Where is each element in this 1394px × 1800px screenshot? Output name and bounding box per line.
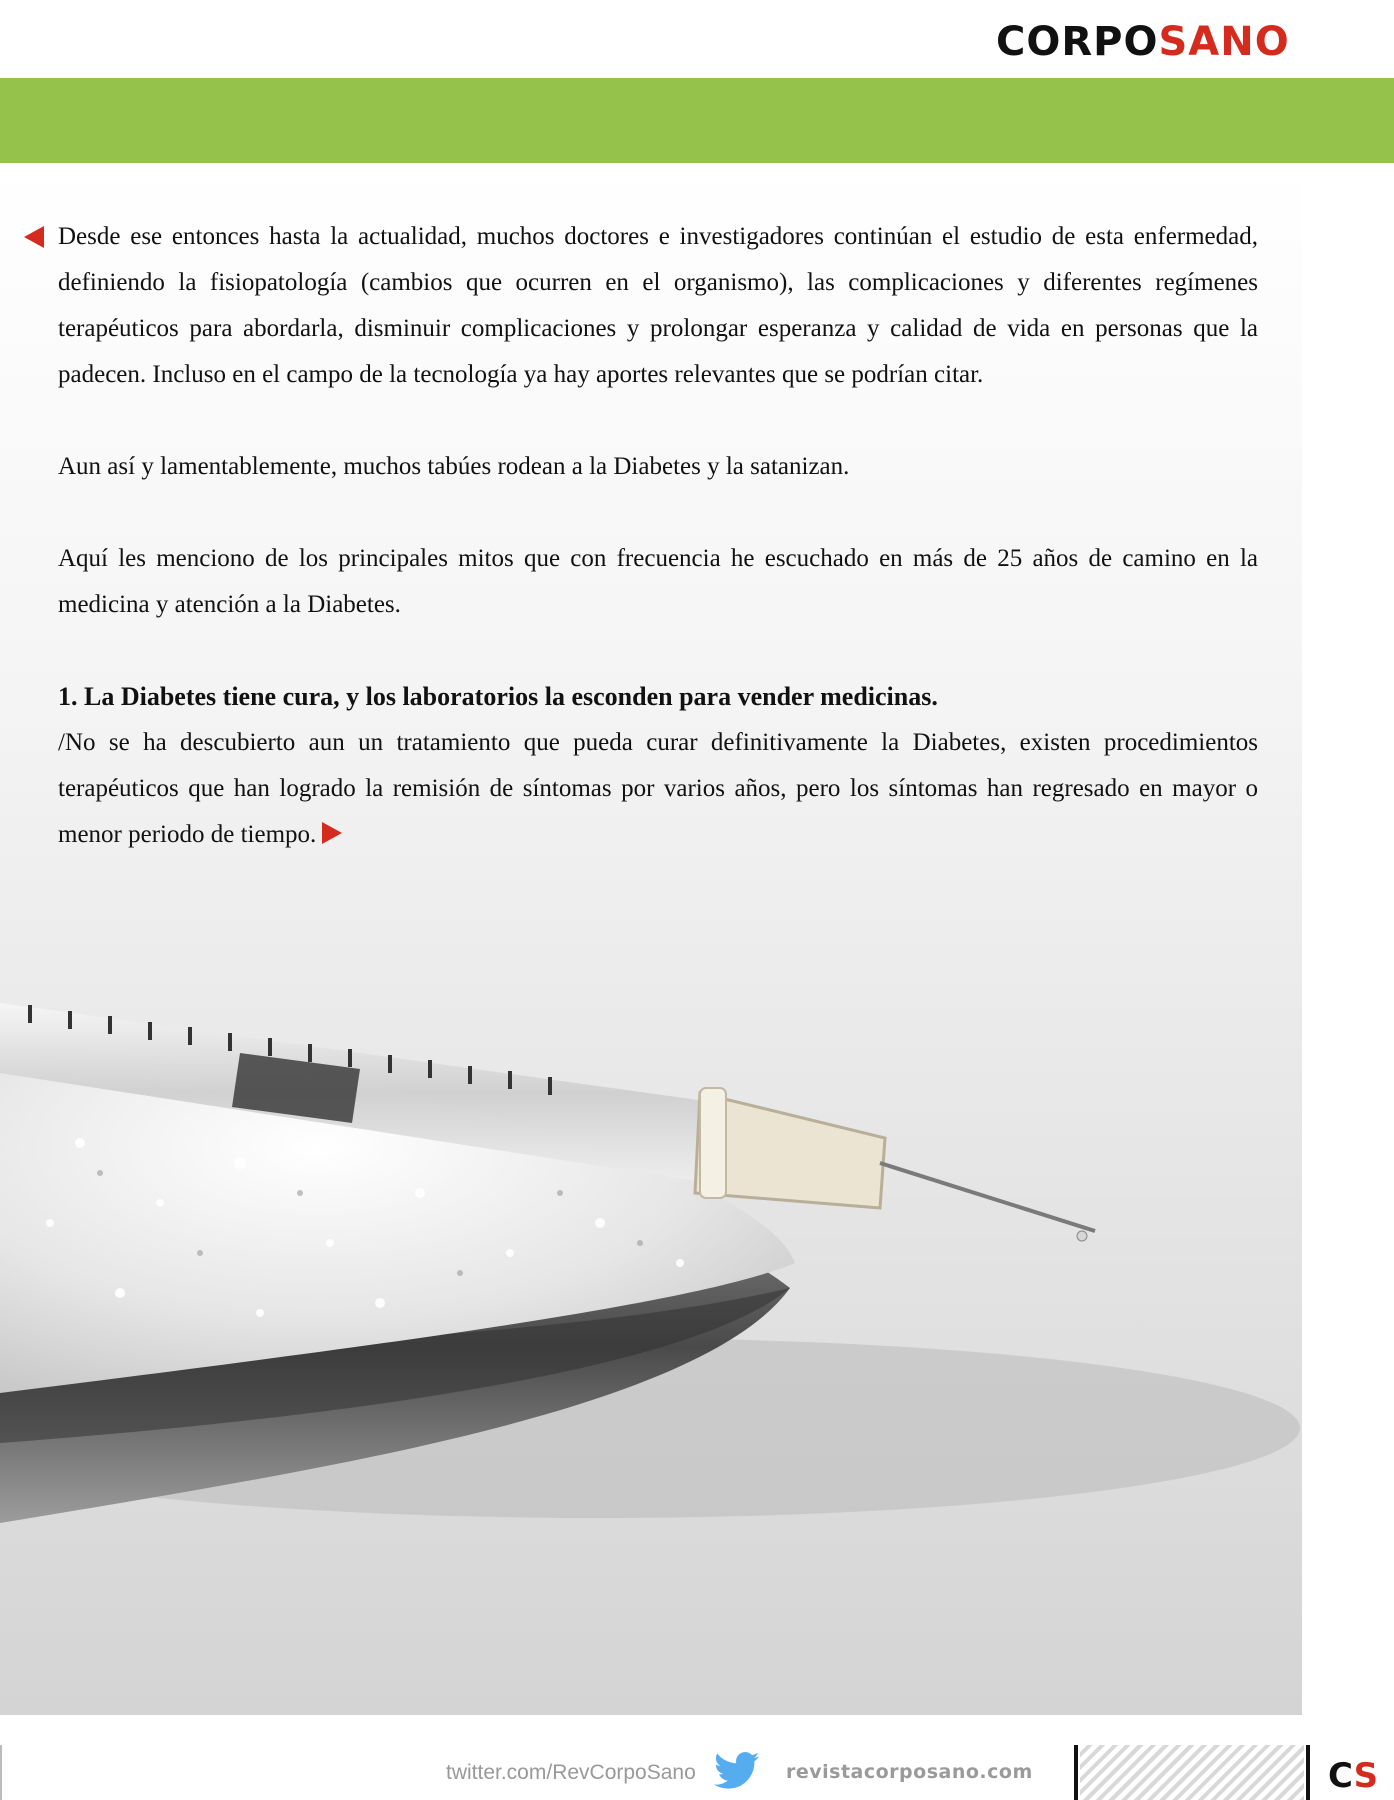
myth-1-body-text: /No se ha descubierto aun un tratamiento que pueda curar definitivamente la Diabetes, existen procedimientos terapéuticos que han logrado la remisión de síntomas por varios años, pero los síntomas han regresado en mayor o menor periodo de tiempo. [58, 729, 1258, 848]
right-triangle-icon [322, 822, 342, 844]
header-band [0, 78, 1394, 163]
twitter-bird-icon[interactable] [714, 1751, 760, 1791]
logo-part-corpo: CORPO [996, 19, 1159, 65]
footer-hatch-pattern [1080, 1745, 1304, 1800]
cs-badge-c: C [1328, 1756, 1354, 1796]
twitter-link[interactable]: twitter.com/RevCorpoSano [446, 1761, 696, 1784]
cs-badge [1328, 1756, 1379, 1796]
article-paragraph-3: Aquí les menciono de los principales mitos que con frecuencia he escuchado en más de 25 años de camino en la medicina y atención a la Diabetes. [58, 545, 1258, 618]
cs-badge-s: S [1353, 1756, 1379, 1796]
footer-left-rule [0, 1745, 2, 1800]
article-paragraph-1: Desde ese entonces hasta la actualidad, muchos doctores e investigadores continúan el estudio de esta enfermedad, definiendo la fisiopatología (cambios que ocurren en el organismo), las complicaciones y diferentes regímenes terapéuticos para abordarla, disminuir complicaciones y prolongar esperanza y calidad de vida en personas que la padecen. Incluso en el campo de la tecnología ya hay aportes relevantes que se podrían citar. [58, 223, 1258, 388]
left-triangle-icon [24, 226, 44, 248]
footer-divider [1074, 1745, 1078, 1800]
myth-1-body [58, 720, 1258, 858]
brand-logo [996, 19, 1290, 65]
article-paragraph-2: Aun así y lamentablemente, muchos tabúes rodean a la Diabetes y la satanizan. [58, 453, 850, 480]
footer [0, 1715, 1394, 1800]
article-body [58, 214, 1258, 858]
website-link[interactable]: revistacorposano.com [786, 1761, 1033, 1783]
myth-1-heading: 1. La Diabetes tiene cura, y los laboratorios la esconden para vender medicinas. [58, 682, 938, 711]
footer-divider [1306, 1745, 1310, 1800]
logo-part-sano: SANO [1158, 19, 1290, 65]
